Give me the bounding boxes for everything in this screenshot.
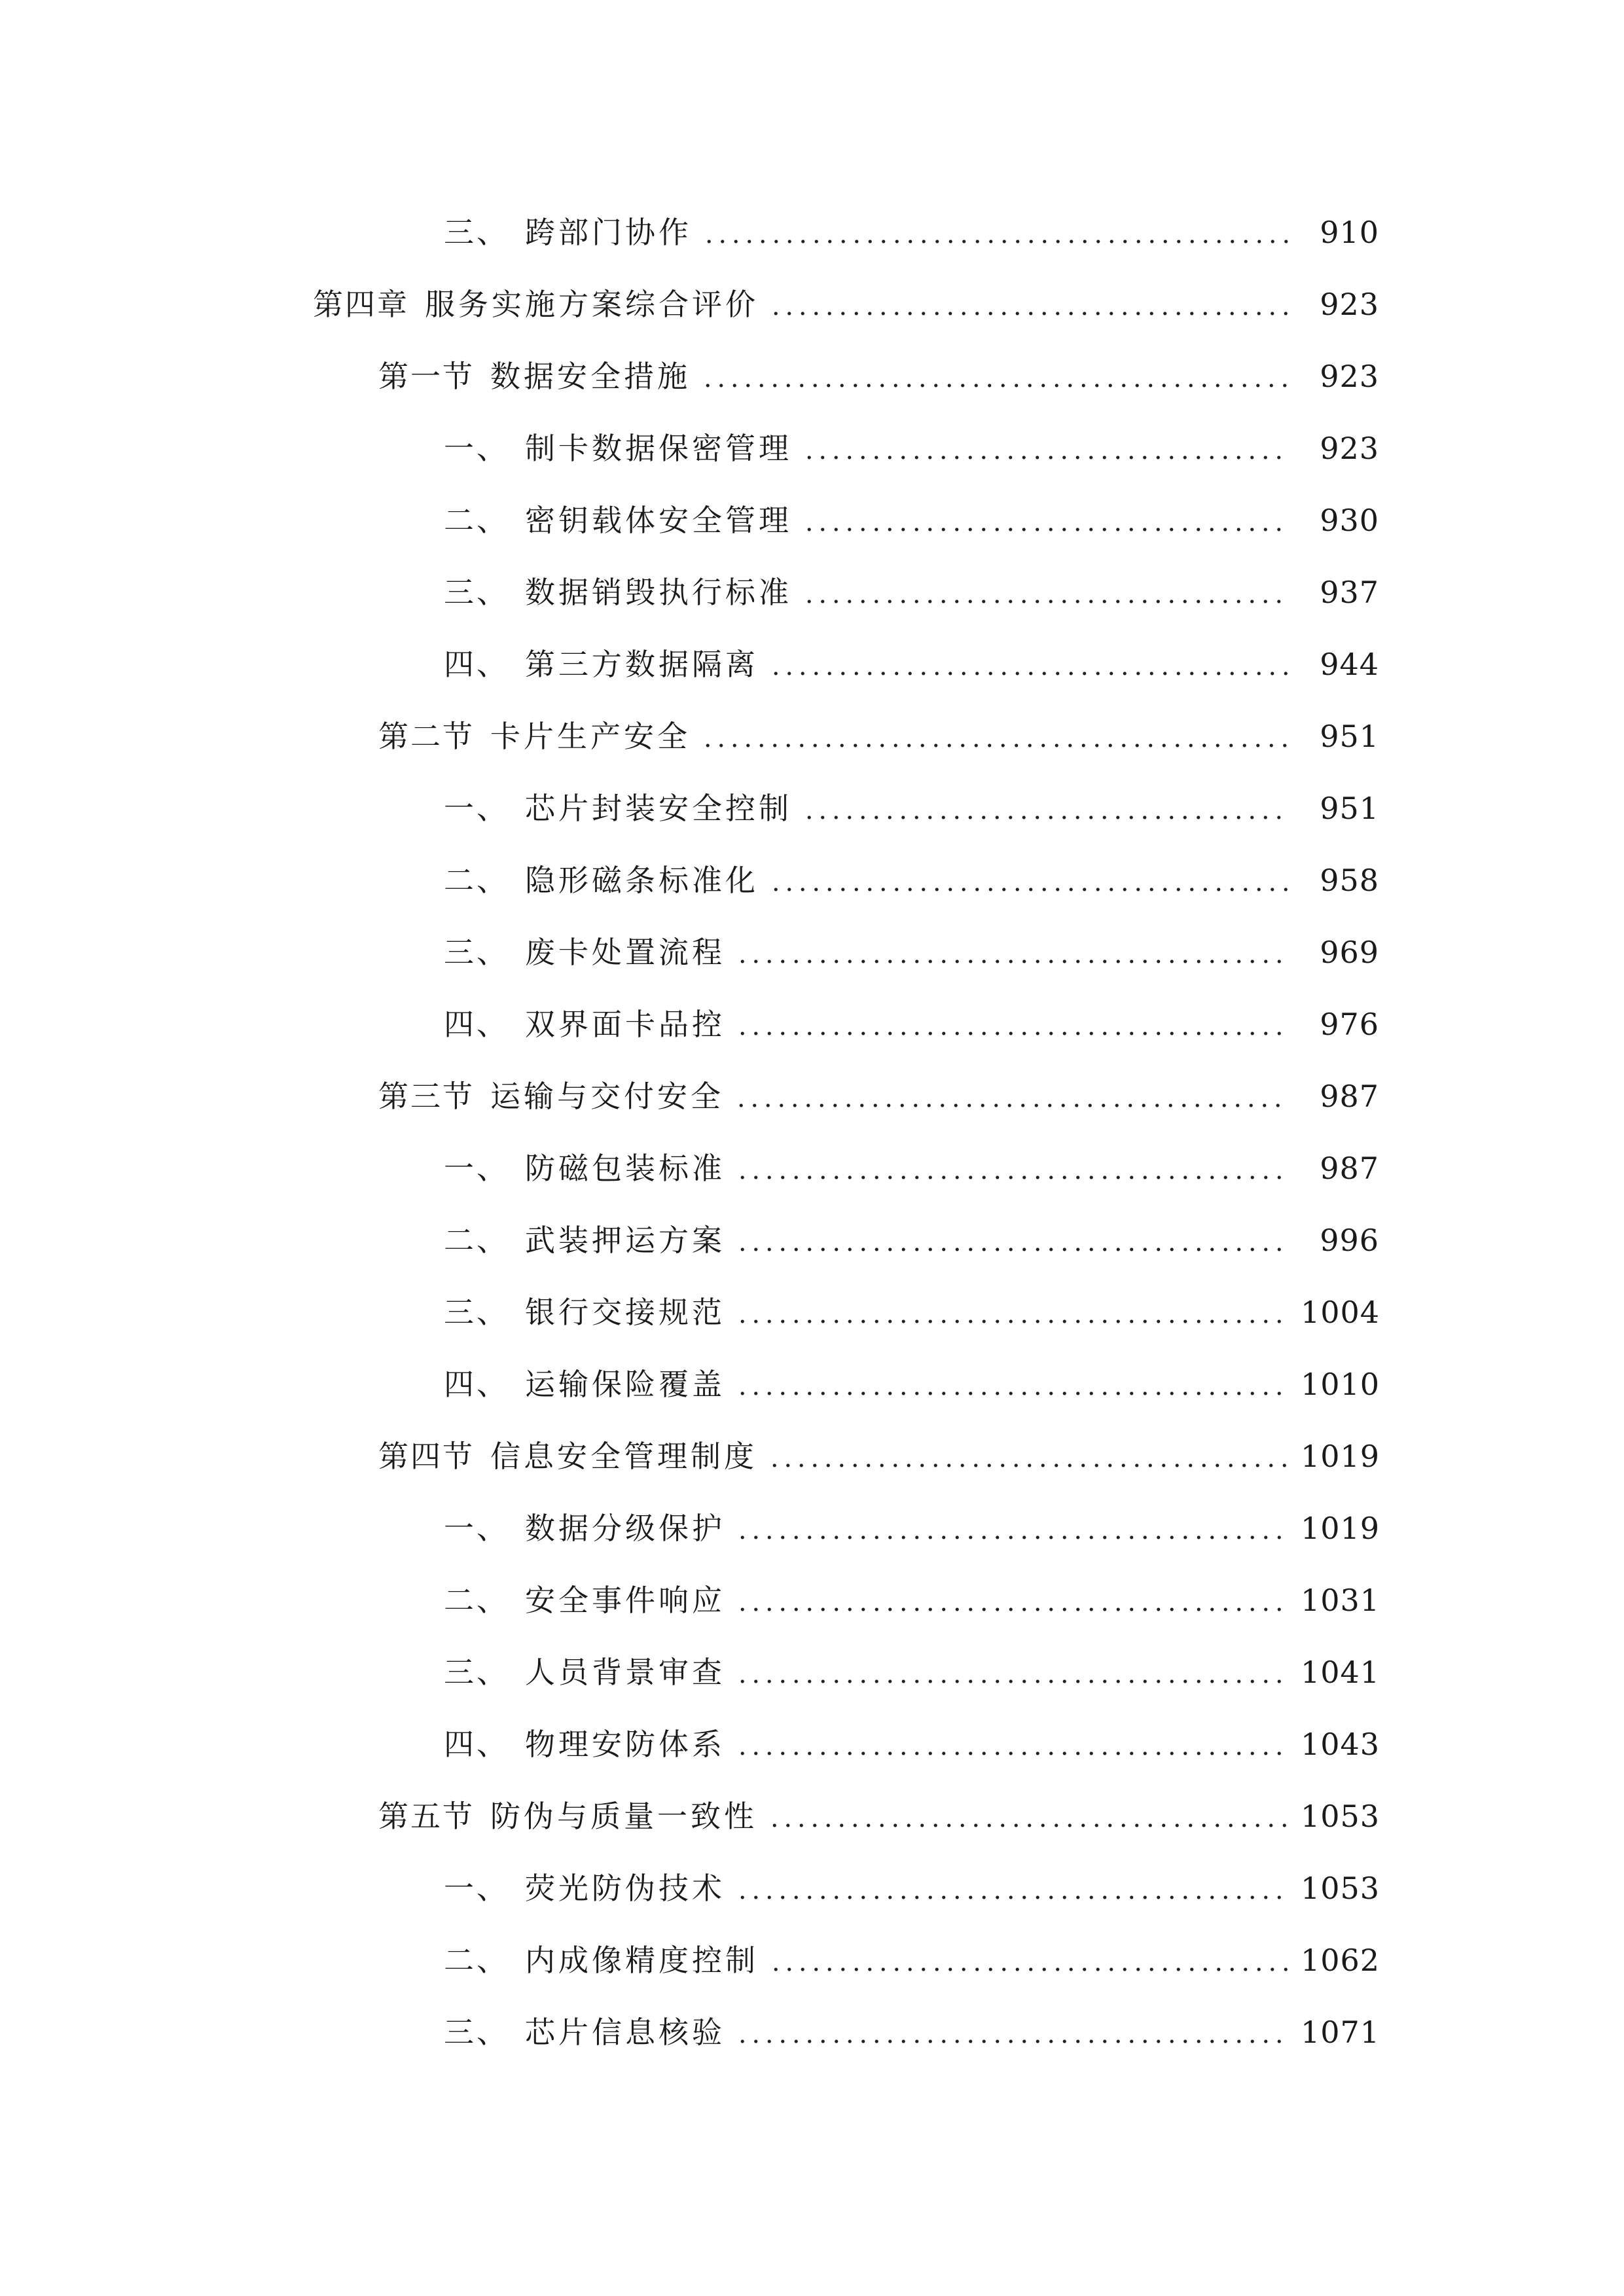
toc-entry-number: 二、 — [444, 503, 509, 538]
toc-entry-number: 二、 — [444, 863, 509, 898]
dot-leader — [736, 1225, 1289, 1255]
toc-entry-page-number: 1041 — [1301, 1655, 1380, 1690]
dot-leader — [736, 1657, 1289, 1687]
dot-leader — [736, 1009, 1289, 1039]
toc-entry-title: 防磁包装标准 — [525, 1151, 725, 1186]
toc-section-row[interactable] — [0, 1060, 1624, 1132]
toc-entry-page-number: 910 — [1320, 215, 1379, 250]
toc-item-row[interactable] — [0, 1924, 1624, 1996]
dot-leader — [736, 1873, 1289, 1903]
toc-entry-number: 四、 — [444, 1367, 509, 1402]
toc-section-row[interactable] — [0, 1780, 1624, 1852]
toc-entry-number: 三、 — [444, 215, 509, 250]
toc-entry-title: 运输保险覆盖 — [525, 1367, 725, 1402]
toc-entry-number: 二、 — [444, 1943, 509, 1978]
toc-item-row[interactable] — [0, 1564, 1624, 1636]
toc-item-row[interactable] — [0, 1636, 1624, 1708]
toc-entry-page-number: 1071 — [1301, 2015, 1380, 2050]
toc-entry-number: 第四章 — [313, 287, 409, 322]
dot-leader — [803, 577, 1289, 607]
toc-entry-page-number: 958 — [1320, 863, 1379, 898]
toc-entry-number: 一、 — [444, 431, 509, 466]
toc-item-row[interactable] — [0, 772, 1624, 844]
toc-section-row[interactable] — [0, 1420, 1624, 1492]
toc-item-row[interactable] — [0, 844, 1624, 916]
toc-entry-page-number: 1062 — [1301, 1943, 1380, 1978]
toc-item-row[interactable] — [0, 412, 1624, 484]
dot-leader — [702, 217, 1289, 247]
toc-chapter-row[interactable] — [0, 268, 1624, 340]
dot-leader — [769, 1945, 1289, 1975]
toc-entry-title: 芯片信息核验 — [525, 2015, 725, 2050]
toc-item-row[interactable] — [0, 1132, 1624, 1204]
toc-entry-title: 数据分级保护 — [525, 1511, 725, 1546]
toc-entry-title: 运输与交付安全 — [490, 1079, 724, 1114]
toc-entry-number: 四、 — [444, 1007, 509, 1042]
dot-leader — [701, 361, 1289, 391]
dot-leader — [769, 289, 1289, 319]
toc-entry-title: 第三方数据隔离 — [525, 647, 759, 682]
dot-leader — [736, 1297, 1289, 1327]
toc-item-row[interactable] — [0, 1996, 1624, 2068]
dot-leader — [736, 1513, 1289, 1543]
dot-leader — [736, 1153, 1289, 1183]
dot-leader — [769, 865, 1289, 895]
dot-leader — [736, 1729, 1289, 1759]
toc-entry-title: 卡片生产安全 — [490, 719, 691, 754]
dot-leader — [769, 649, 1289, 679]
toc-entry-page-number: 937 — [1320, 575, 1379, 610]
toc-item-row[interactable] — [0, 1204, 1624, 1276]
toc-entry-title: 双界面卡品控 — [525, 1007, 725, 1042]
toc-entry-page-number: 951 — [1320, 791, 1379, 826]
toc-entry-title: 内成像精度控制 — [525, 1943, 759, 1978]
toc-entry-title: 安全事件响应 — [525, 1583, 725, 1618]
toc-entry-page-number: 1010 — [1301, 1367, 1380, 1402]
toc-entry-title: 芯片封装安全控制 — [525, 791, 792, 826]
toc-entry-number: 一、 — [444, 1511, 509, 1546]
dot-leader — [734, 1081, 1289, 1111]
dot-leader — [736, 1369, 1289, 1399]
dot-leader — [768, 1801, 1289, 1831]
toc-item-row[interactable] — [0, 196, 1624, 268]
toc-entry-page-number: 1053 — [1301, 1799, 1380, 1834]
toc-entry-page-number: 923 — [1320, 287, 1379, 322]
toc-item-row[interactable] — [0, 916, 1624, 988]
toc-entry-title: 制卡数据保密管理 — [525, 431, 792, 466]
dot-leader — [803, 433, 1289, 463]
toc-entry-title: 物理安防体系 — [525, 1727, 725, 1762]
toc-item-row[interactable] — [0, 1276, 1624, 1348]
dot-leader — [736, 1585, 1289, 1615]
toc-item-row[interactable] — [0, 1492, 1624, 1564]
toc-entry-title: 服务实施方案综合评价 — [425, 287, 759, 322]
toc-entry-title: 隐形磁条标准化 — [525, 863, 759, 898]
toc-item-row[interactable] — [0, 628, 1624, 700]
toc-entry-number: 三、 — [444, 575, 509, 610]
toc-entry-page-number: 987 — [1320, 1079, 1379, 1114]
toc-entry-number: 一、 — [444, 791, 509, 826]
toc-entry-page-number: 944 — [1320, 647, 1379, 682]
toc-item-row[interactable] — [0, 1708, 1624, 1780]
toc-entry-title: 荧光防伪技术 — [525, 1871, 725, 1906]
toc-entry-page-number: 1019 — [1301, 1439, 1380, 1474]
toc-entry-page-number: 951 — [1320, 719, 1379, 754]
dot-leader — [701, 721, 1289, 751]
toc-entry-title: 武装押运方案 — [525, 1223, 725, 1258]
dot-leader — [803, 793, 1289, 823]
toc-entry-page-number: 923 — [1320, 359, 1379, 394]
toc-entry-number: 三、 — [444, 935, 509, 970]
toc-entry-title: 废卡处置流程 — [525, 935, 725, 970]
toc-entry-page-number: 1031 — [1301, 1583, 1380, 1618]
dot-leader — [803, 505, 1289, 535]
toc-entry-number: 三、 — [444, 2015, 509, 2050]
toc-item-row[interactable] — [0, 988, 1624, 1060]
toc-entry-title: 防伪与质量一致性 — [490, 1799, 757, 1834]
toc-section-row[interactable] — [0, 340, 1624, 412]
toc-entry-page-number: 1019 — [1301, 1511, 1380, 1546]
toc-entry-number: 第五节 — [378, 1799, 475, 1834]
toc-entry-page-number: 996 — [1320, 1223, 1379, 1258]
toc-entry-page-number: 987 — [1320, 1151, 1379, 1186]
toc-entry-number: 三、 — [444, 1655, 509, 1690]
toc-entry-title: 银行交接规范 — [525, 1295, 725, 1330]
toc-section-row[interactable] — [0, 700, 1624, 772]
toc-item-row[interactable] — [0, 1852, 1624, 1924]
toc-entry-number: 一、 — [444, 1151, 509, 1186]
dot-leader — [736, 937, 1289, 967]
toc-entry-number: 三、 — [444, 1295, 509, 1330]
toc-entry-number: 四、 — [444, 1727, 509, 1762]
dot-leader — [768, 1441, 1289, 1471]
toc-entry-number: 第三节 — [378, 1079, 475, 1114]
toc-entry-title: 人员背景审查 — [525, 1655, 725, 1690]
toc-entry-number: 第四节 — [378, 1439, 475, 1474]
toc-entry-page-number: 923 — [1320, 431, 1379, 466]
toc-entry-page-number: 1004 — [1301, 1295, 1380, 1330]
toc-item-row[interactable] — [0, 1348, 1624, 1420]
toc-entry-page-number: 930 — [1320, 503, 1379, 538]
table-of-contents — [0, 196, 1624, 2068]
toc-entry-number: 二、 — [444, 1583, 509, 1618]
toc-entry-title: 信息安全管理制度 — [490, 1439, 757, 1474]
toc-entry-number: 四、 — [444, 647, 509, 682]
toc-entry-title: 密钥载体安全管理 — [525, 503, 792, 538]
toc-entry-number: 二、 — [444, 1223, 509, 1258]
toc-entry-page-number: 976 — [1320, 1007, 1379, 1042]
toc-item-row[interactable] — [0, 556, 1624, 628]
toc-item-row[interactable] — [0, 484, 1624, 556]
toc-entry-page-number: 969 — [1320, 935, 1379, 970]
toc-entry-title: 数据销毁执行标准 — [525, 575, 792, 610]
toc-entry-number: 一、 — [444, 1871, 509, 1906]
toc-entry-title: 跨部门协作 — [525, 215, 692, 250]
toc-entry-number: 第一节 — [378, 359, 475, 394]
toc-entry-page-number: 1043 — [1301, 1727, 1380, 1762]
dot-leader — [736, 2017, 1289, 2047]
toc-entry-page-number: 1053 — [1301, 1871, 1380, 1906]
toc-entry-title: 数据安全措施 — [490, 359, 691, 394]
toc-entry-number: 第二节 — [378, 719, 475, 754]
